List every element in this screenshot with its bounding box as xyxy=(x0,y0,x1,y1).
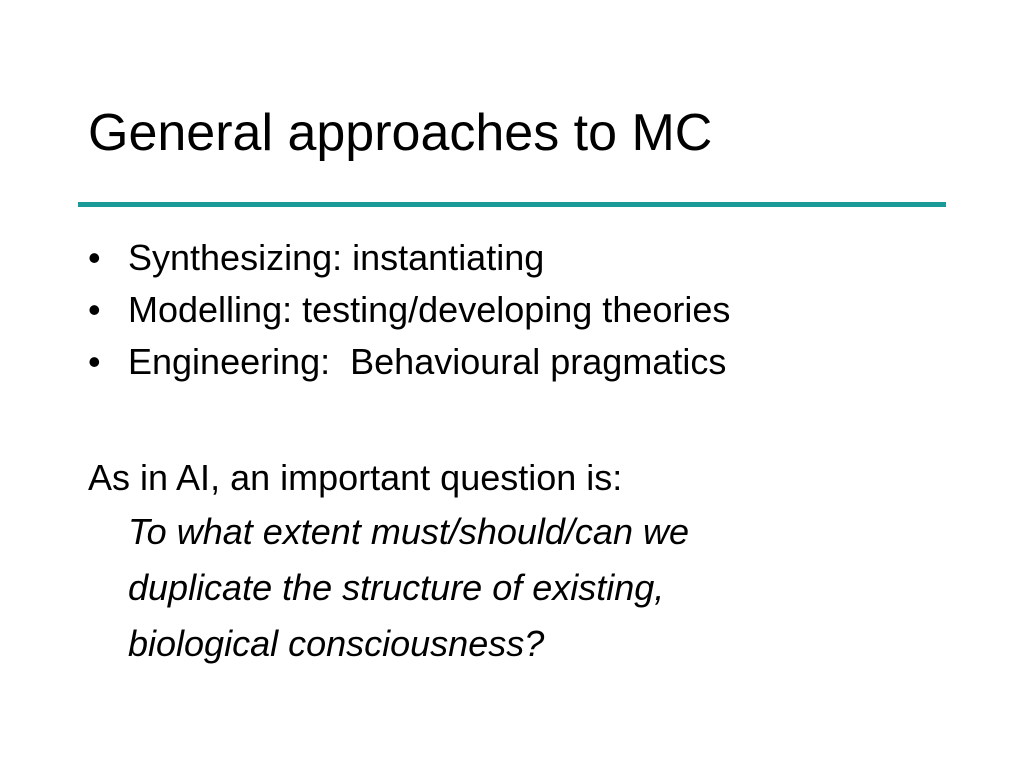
bullet-text: Modelling: testing/developing theories xyxy=(128,289,731,330)
bullet-marker: • xyxy=(88,237,101,278)
question-text xyxy=(128,504,689,672)
question-intro: As in AI, an important question is: xyxy=(88,457,623,498)
question-line: To what extent must/should/can we xyxy=(128,511,689,552)
bullet-marker: • xyxy=(88,341,101,382)
bullet-text: Engineering: Behavioural pragmatics xyxy=(128,341,727,382)
bullet-marker: • xyxy=(88,289,101,330)
question-line: duplicate the structure of existing, xyxy=(128,567,665,608)
question-line: biological consciousness? xyxy=(128,623,545,664)
slide-title: General approaches to MC xyxy=(88,104,713,162)
title-divider xyxy=(78,202,946,207)
bullet-text: Synthesizing: instantiating xyxy=(128,237,545,278)
